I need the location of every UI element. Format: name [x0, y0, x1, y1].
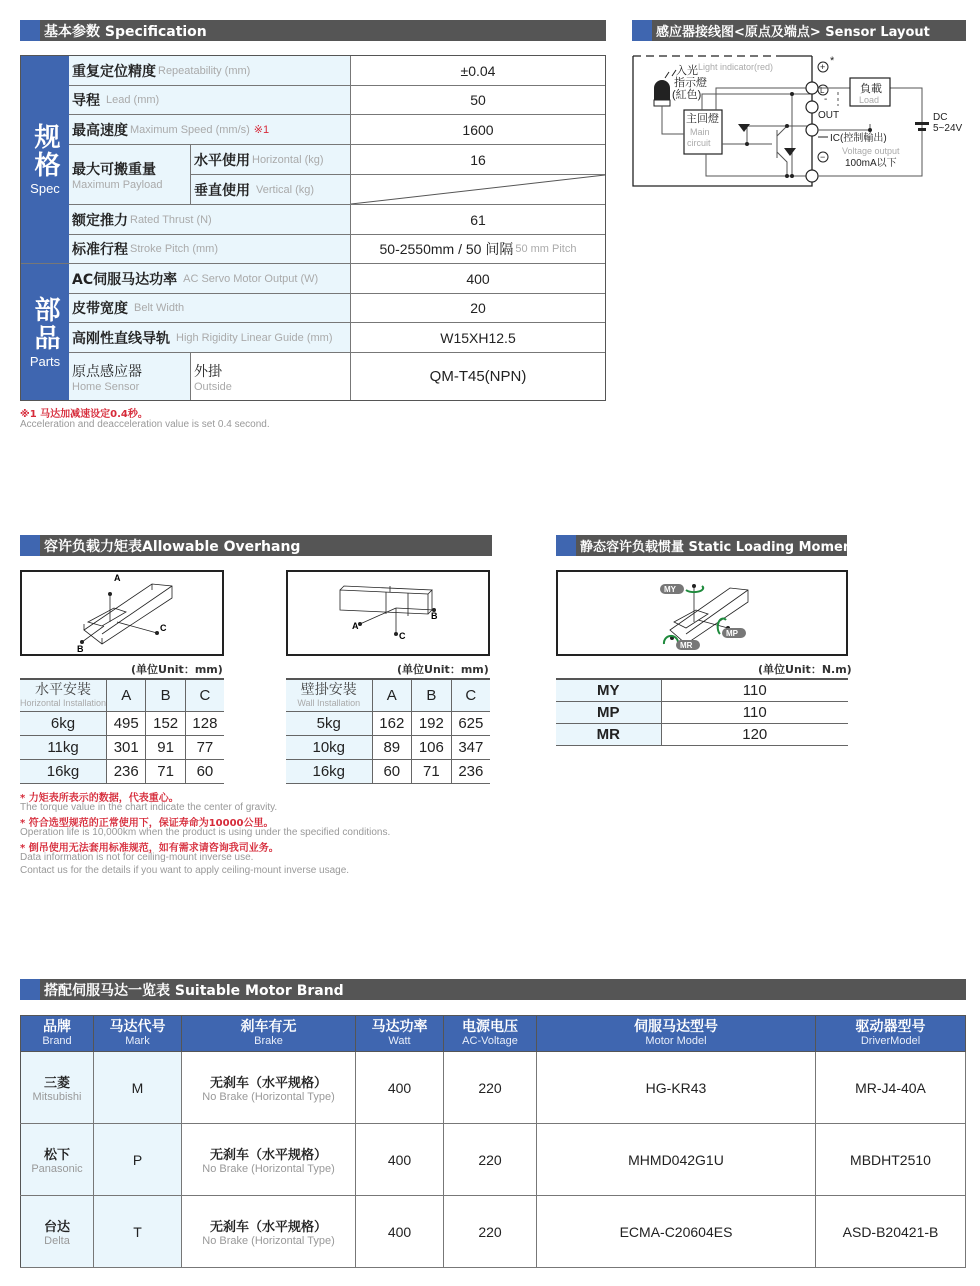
sensor-wiring-diagram [632, 52, 972, 188]
brake-cell: 无刹车（水平规格） No Brake (Horizontal Type) [182, 1124, 356, 1196]
mark-cell: P [94, 1124, 182, 1196]
value-cell: 192 [412, 711, 452, 735]
column-header: C [451, 679, 490, 711]
vertical-value-na [351, 175, 605, 204]
row-label-en: High Rigidity Linear Guide (mm) [176, 331, 333, 344]
parts-group-cn: 部品 [30, 295, 60, 352]
column-header: A [372, 679, 412, 711]
row-label-cn: 皮带宽度 [72, 301, 128, 317]
current-label: 100mA以下 [845, 158, 897, 169]
horizontal-label-cn: 水平使用 [194, 152, 250, 169]
led-text-2: 指示燈 [674, 77, 707, 89]
moment-value: 110 [661, 679, 848, 701]
row-label-en: Belt Width [134, 302, 185, 314]
static-moment-table [556, 678, 848, 746]
static-moment-diagram [556, 570, 848, 656]
header-accent [20, 979, 40, 1000]
footnote-mark: ※1 [253, 124, 270, 136]
minus-symbol: − [820, 152, 826, 162]
table-row [20, 759, 224, 783]
wall-overhang-table [286, 678, 490, 784]
row-label-en: Rated Thrust (N) [130, 213, 212, 226]
value-cell: 495 [107, 711, 146, 735]
table-title-cn: 水平安裝 [35, 681, 92, 698]
overhang-note-2-en: Operation life is 10,000km when the product is using under the specified conditions. [20, 827, 391, 838]
l-symbol: L [820, 86, 825, 95]
dash-mark: - [824, 94, 828, 105]
row-value: W15XH12.5 [440, 329, 516, 346]
driver-model-cell: ASD-B20421-B [816, 1196, 966, 1268]
table-row [556, 723, 848, 745]
row-value: QM-T45(NPN) [429, 368, 527, 385]
row-label-en: Stroke Pitch (mm) [130, 243, 219, 255]
value-cell: 91 [146, 735, 185, 759]
led-icon [654, 80, 670, 100]
column-header-voltage: 电源电压 AC-Voltage [444, 1016, 537, 1052]
overhang-note-1-en: The torque value in the chart indicate the center of gravity. [20, 802, 278, 813]
out-label: OUT [818, 110, 840, 121]
table-header-row [286, 679, 490, 711]
column-header: A [107, 679, 146, 711]
header-accent [632, 20, 652, 41]
spec-row-payload [69, 145, 605, 205]
spec-header-title: 基本参数 Specification [44, 23, 207, 40]
overhang-note-3-en-1: Data information is not for ceiling-mount inverse use. [20, 852, 254, 863]
home-sensor-sub-en: Outside [194, 380, 232, 393]
plus-symbol: + [820, 62, 826, 72]
row-value: 400 [466, 270, 490, 287]
table-row [20, 711, 224, 735]
row-label-cn: AC伺服马达功率 [72, 271, 178, 288]
table-title-en: Wall Installation [297, 697, 361, 708]
payload-label-en: Maximum Payload [72, 178, 163, 191]
row-label-cn: 导程 [72, 93, 100, 109]
brand-cell: 台达 Delta [21, 1196, 94, 1268]
spec-note-cn: ※1 马达加减速设定0.4秒。 [20, 409, 148, 420]
overhang-note-3-en-2: Contact us for the details if you want to apply ceiling-mount inverse usage. [20, 865, 350, 876]
row-label-en: AC Servo Motor Output (W) [183, 272, 319, 285]
static-moment-section-header [556, 535, 859, 556]
load-en: Load [859, 95, 880, 105]
motor-header-title: 搭配伺服马达一览表 Suitable Motor Brand [44, 982, 344, 999]
load-cn: 負載 [860, 83, 882, 95]
table-row [21, 1124, 966, 1196]
voltage-output-label: Voltage output [842, 146, 900, 156]
table-row [21, 1052, 966, 1124]
load-cell: 10kg [286, 735, 372, 759]
row-value-en: 50 mm Pitch [515, 243, 577, 255]
horizontal-install-diagram [20, 570, 224, 656]
dc-label: DC [933, 112, 948, 123]
sensor-section-header [632, 20, 966, 41]
load-cell: 11kg [20, 735, 107, 759]
watt-cell: 400 [356, 1196, 444, 1268]
row-label-en: Maximum Speed (mm/s) [130, 123, 250, 136]
column-header-driver-model: 驱动器型号 DriverModel [816, 1016, 966, 1052]
value-cell: 162 [372, 711, 412, 735]
mp-badge: MP [726, 629, 738, 638]
brand-cell: 松下 Panasonic [21, 1124, 94, 1196]
vertical-label-cn: 垂直使用 [194, 182, 250, 199]
moment-value: 110 [661, 701, 848, 723]
column-header: B [412, 679, 452, 711]
overhang-note-1-cn: * 力矩表所表示的数据，代表重心。 [20, 793, 179, 804]
spec-row-max-speed [69, 115, 605, 145]
horizontal-overhang-table [20, 678, 224, 784]
row-label-en: Lead (mm) [106, 94, 160, 106]
column-header-mark: 马达代号 Mark [94, 1016, 182, 1052]
load-cell: 16kg [20, 759, 107, 783]
overhang-unit-right: (单位Unit：mm) [397, 663, 489, 676]
load-cell: 5kg [286, 711, 372, 735]
value-cell: 236 [107, 759, 146, 783]
column-header-watt: 马达功率 Watt [356, 1016, 444, 1052]
value-cell: 152 [146, 711, 185, 735]
spec-row-home-sensor [69, 353, 605, 400]
home-sensor-cn: 原点感应器 [72, 363, 142, 380]
parts-group-en: Parts [29, 353, 61, 369]
point-a-label: A [114, 573, 121, 583]
payload-label-cn: 最大可搬重量 [72, 161, 156, 178]
overhang-note-3-cn: * 倒吊使用无法套用标准规范，如有需求请咨询我司业务。 [20, 843, 279, 854]
light-indicator-label: Light indicator(red) [698, 62, 774, 72]
value-cell: 71 [412, 759, 452, 783]
table-row [21, 1196, 966, 1268]
spec-table [20, 55, 606, 401]
table-row [286, 735, 490, 759]
overhang-section-header [20, 535, 492, 556]
motor-model-cell: MHMD042G1U [537, 1124, 816, 1196]
row-label-en: Repeatability (mm) [158, 64, 251, 77]
value-cell: 89 [372, 735, 412, 759]
table-row [286, 759, 490, 783]
spec-row-belt-width [69, 294, 605, 323]
mr-badge: MR [680, 641, 693, 650]
value-cell: 77 [185, 735, 224, 759]
horizontal-label-en: Horizontal (kg) [252, 153, 324, 166]
spec-group-en: Spec [30, 181, 60, 196]
spec-note-en: Acceleration and deacceleration value is set 0.4 second. [20, 419, 270, 430]
motor-model-cell: ECMA-C20604ES [537, 1196, 816, 1268]
led-text-3: (紅色) [672, 89, 702, 101]
brake-cell: 无刹车（水平规格） No Brake (Horizontal Type) [182, 1196, 356, 1268]
watt-cell: 400 [356, 1124, 444, 1196]
home-sensor-sub-cn: 外掛 [194, 363, 222, 380]
brand-cell: 三菱 Mitsubishi [21, 1052, 94, 1124]
table-row [556, 679, 848, 701]
spec-row-repeatability [69, 56, 605, 86]
sensor-header-title: 感应器接线图<原点及端点> Sensor Layout [656, 25, 930, 40]
table-title-en: Horizontal Installation [20, 697, 107, 708]
motor-model-cell: HG-KR43 [537, 1052, 816, 1124]
value-cell: 301 [107, 735, 146, 759]
motor-brand-table [20, 1015, 966, 1268]
mark-cell: T [94, 1196, 182, 1268]
row-value: 61 [470, 211, 486, 228]
row-label-cn: 高刚性直线导轨 [72, 330, 170, 347]
spec-group-label [21, 56, 69, 264]
battery-icon [915, 122, 929, 125]
spec-row-rated-thrust [69, 205, 605, 235]
load-cell: 16kg [286, 759, 372, 783]
horizontal-value: 16 [351, 145, 605, 175]
overhang-note-2-cn: * 符合选型规范的正常使用下，保证寿命为10000公里。 [20, 818, 274, 829]
row-label-cn: 额定推力 [72, 212, 128, 229]
spec-row-lead [69, 86, 605, 115]
value-cell: 71 [146, 759, 185, 783]
header-accent [20, 535, 40, 556]
vertical-label-en: Vertical (kg) [256, 183, 315, 196]
voltage-cell: 220 [444, 1196, 537, 1268]
led-text-1: 入光 [676, 65, 698, 77]
static-moment-header-title: 静态容许负载惯量 Static Loading Moment [580, 540, 859, 555]
watt-cell: 400 [356, 1052, 444, 1124]
row-value: 1600 [462, 121, 494, 138]
main-circuit-cn: 主回燈 [686, 113, 719, 125]
load-cell: 6kg [20, 711, 107, 735]
spec-group-cn: 规格 [30, 123, 60, 179]
payload-label [69, 145, 191, 204]
table-header-row [20, 679, 224, 711]
value-cell: 625 [451, 711, 490, 735]
point-c-label: C [160, 623, 167, 633]
value-cell: 236 [451, 759, 490, 783]
moment-label: MY [556, 679, 661, 701]
table-row [556, 701, 848, 723]
value-cell: 60 [372, 759, 412, 783]
row-label-cn: 重复定位精度 [72, 63, 156, 80]
value-cell: 106 [412, 735, 452, 759]
spec-row-stroke [69, 235, 605, 264]
row-label-cn: 标准行程 [72, 242, 128, 258]
main-circuit-en-1: Main [690, 127, 710, 137]
moment-label: MP [556, 701, 661, 723]
mark-cell: M [94, 1052, 182, 1124]
ic-label: IC(控制輸出) [830, 133, 887, 144]
column-header: C [185, 679, 224, 711]
driver-model-cell: MBDHT2510 [816, 1124, 966, 1196]
driver-model-cell: MR-J4-40A [816, 1052, 966, 1124]
moment-label: MR [556, 723, 661, 745]
table-header-row [21, 1016, 966, 1052]
motor-section-header [20, 979, 966, 1000]
value-cell: 60 [185, 759, 224, 783]
column-header: B [146, 679, 185, 711]
voltage-cell: 220 [444, 1052, 537, 1124]
row-value: 20 [470, 300, 486, 316]
dc-voltage: 5~24V [933, 123, 963, 134]
value-cell: 128 [185, 711, 224, 735]
brake-cell: 无刹车（水平规格） No Brake (Horizontal Type) [182, 1052, 356, 1124]
point-b-label: B [77, 644, 84, 654]
static-moment-unit: (单位Unit：N.m) [758, 663, 852, 676]
spec-section-header [20, 20, 606, 41]
my-badge: MY [664, 585, 676, 594]
header-accent [20, 20, 40, 41]
spec-row-motor-output [69, 264, 605, 294]
wall-install-diagram [286, 570, 490, 656]
table-row [286, 711, 490, 735]
wall-point-b-label: B [431, 611, 438, 621]
value-cell: 347 [451, 735, 490, 759]
wall-point-a-label: A [352, 621, 359, 631]
home-sensor-en: Home Sensor [72, 380, 140, 393]
overhang-unit-left: (单位Unit：mm) [131, 663, 223, 676]
table-row [20, 735, 224, 759]
parts-group-label [21, 264, 69, 400]
row-value: 50 [470, 92, 486, 108]
moment-value: 120 [661, 723, 848, 745]
overhang-header-title: 容许负载力矩表Allowable Overhang [44, 538, 301, 555]
header-accent [556, 535, 576, 556]
wall-point-c-label: C [399, 631, 406, 641]
table-title-cn: 壁掛安裝 [300, 681, 357, 698]
star-mark: * [830, 55, 835, 67]
column-header-motor-model: 伺服马达型号 Motor Model [537, 1016, 816, 1052]
column-header-brand: 品牌 Brand [21, 1016, 94, 1052]
voltage-cell: 220 [444, 1124, 537, 1196]
main-circuit-en-2: circuit [687, 138, 711, 148]
row-value: 50-2550mm / 50 间隔 [379, 241, 514, 257]
column-header-brake: 刹车有无 Brake [182, 1016, 356, 1052]
row-value: ±0.04 [460, 62, 496, 79]
row-label-cn: 最高速度 [72, 122, 128, 139]
spec-row-linear-guide [69, 323, 605, 353]
